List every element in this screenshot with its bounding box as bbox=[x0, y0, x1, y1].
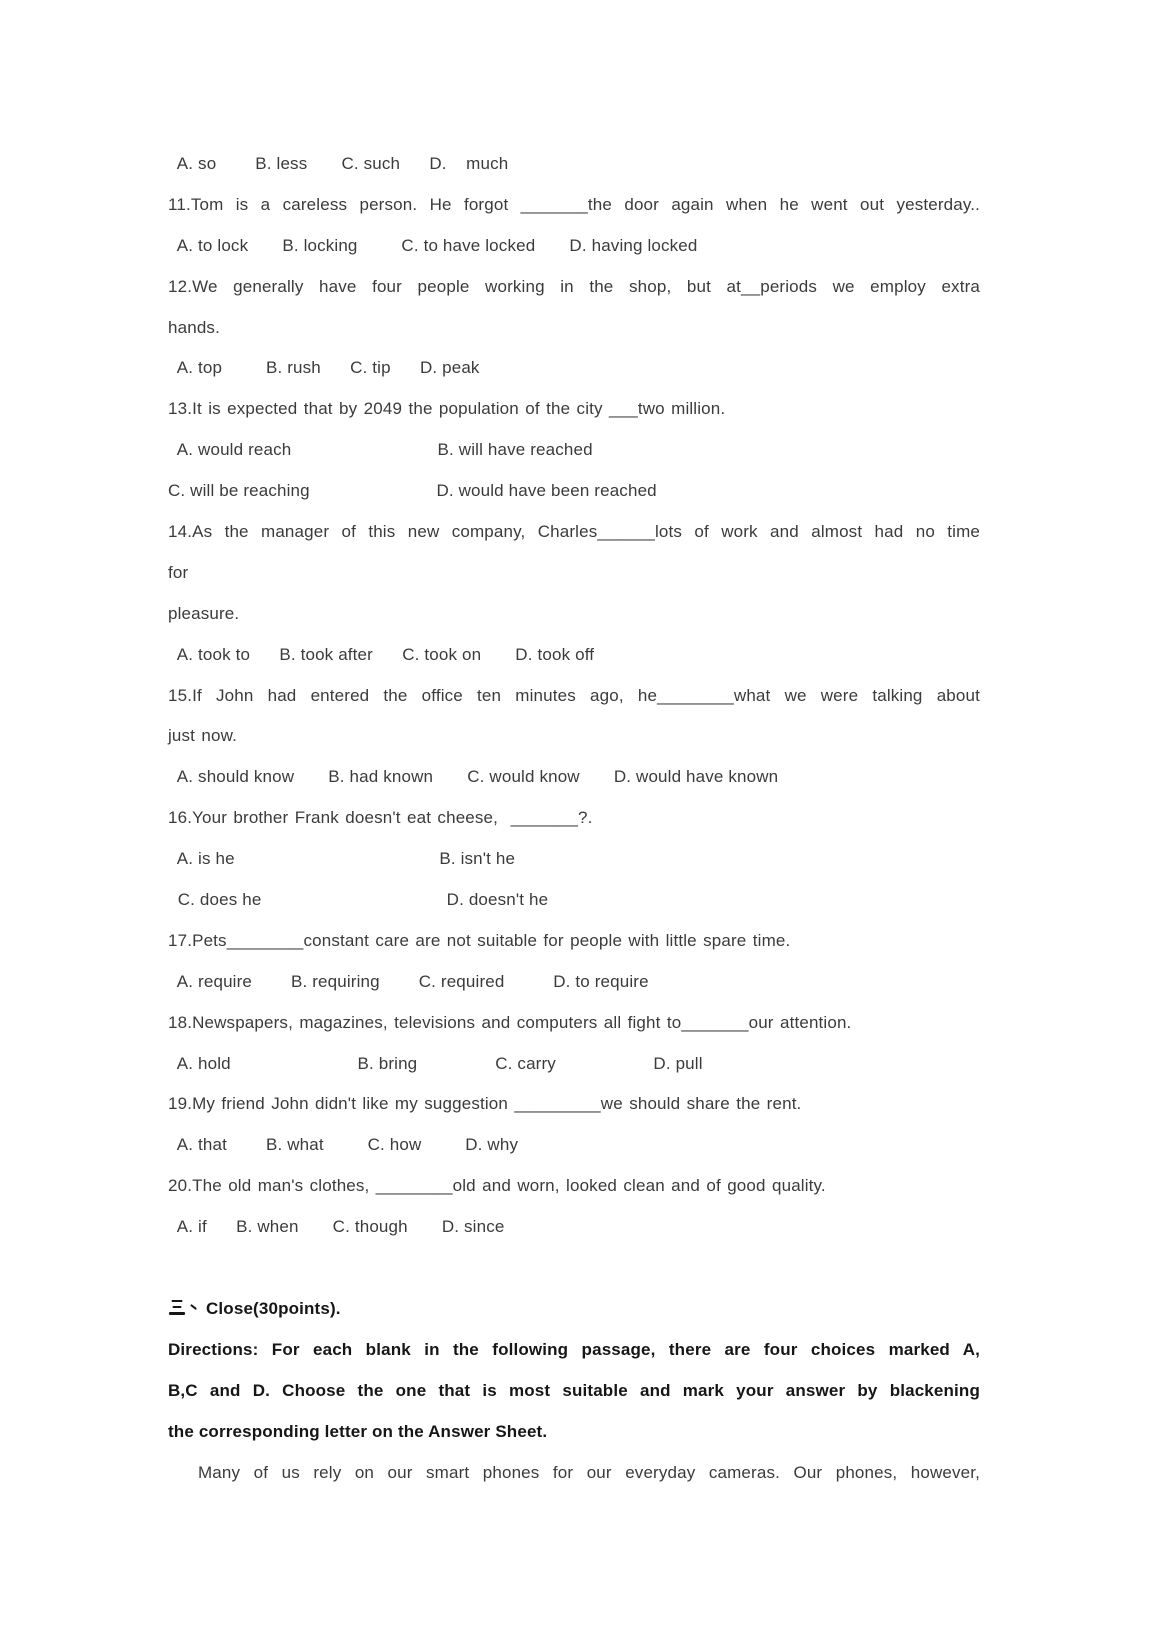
options-line: A. that B. what C. how D. why bbox=[168, 1135, 519, 1155]
question-line: 11.Tom is a careless person. He forgot _______the door again when he went out yesterday.. bbox=[168, 194, 980, 214]
question-continuation-line: just now. bbox=[168, 726, 237, 746]
question-line: 12.We generally have four people working in the shop, but at__periods we employ extra bbox=[168, 276, 980, 296]
options-line: A. to lock B. locking C. to have locked D. having locked bbox=[168, 235, 698, 255]
question-continuation-line: for bbox=[168, 562, 189, 582]
question-line: 17.Pets________constant care are not suitable for people with little spare time. bbox=[168, 930, 791, 950]
question-line: 16.Your brother Frank doesn't eat cheese, _______?. bbox=[168, 808, 593, 828]
question-continuation-line: pleasure. bbox=[168, 603, 240, 623]
options-line: A. took to B. took after C. took on D. took off bbox=[168, 644, 595, 664]
passage-paragraph-line: Many of us rely on our smart phones for our everyday cameras. Our phones, however, bbox=[198, 1462, 980, 1482]
blank-line bbox=[168, 1248, 980, 1289]
options-line: A. require B. requiring C. required D. to require bbox=[168, 971, 649, 991]
cjk-dunhao-icon bbox=[188, 1299, 200, 1314]
options-line: A. is he B. isn't he bbox=[168, 849, 516, 869]
question-line: 13.It is expected that by 2049 the population of the city ___two million. bbox=[168, 399, 726, 419]
directions-line: the corresponding letter on the Answer Sheet. bbox=[168, 1421, 548, 1441]
options-line: C. does he D. doesn't he bbox=[168, 890, 549, 910]
options-line: C. will be reaching D. would have been reached bbox=[168, 481, 657, 501]
options-line: A. so B. less C. such D. much bbox=[168, 154, 509, 173]
question-line: 14.As the manager of this new company, Charles______lots of work and almost had no time bbox=[168, 522, 980, 542]
section-title: Close(30points). bbox=[206, 1298, 341, 1318]
question-continuation-line: hands. bbox=[168, 317, 220, 337]
directions-line: B,C and D. Choose the one that is most suitable and mark your answer by blackening bbox=[168, 1380, 980, 1400]
question-line: 20.The old man's clothes, ________old and worn, looked clean and of good quality. bbox=[168, 1176, 826, 1196]
options-line: A. should know B. had known C. would know D. would have known bbox=[168, 767, 779, 787]
question-line: 15.If John had entered the office ten minutes ago, he________what we were talking about bbox=[168, 685, 980, 705]
question-line: 19.My friend John didn't like my suggestion _________we should share the rent. bbox=[168, 1094, 802, 1114]
options-line: A. if B. when C. though D. since bbox=[168, 1217, 505, 1237]
cjk-san-icon bbox=[168, 1300, 185, 1315]
options-line: A. would reach B. will have reached bbox=[168, 440, 593, 460]
section-heading bbox=[168, 1289, 980, 1330]
question-line: 18.Newspapers, magazines, televisions and computers all fight to_______our attention. bbox=[168, 1012, 852, 1032]
directions-line: Directions: For each blank in the following passage, there are four choices marked A, bbox=[168, 1339, 980, 1359]
options-line: A. top B. rush C. tip D. peak bbox=[168, 358, 480, 378]
options-line: A. hold B. bring C. carry D. pull bbox=[168, 1053, 703, 1073]
